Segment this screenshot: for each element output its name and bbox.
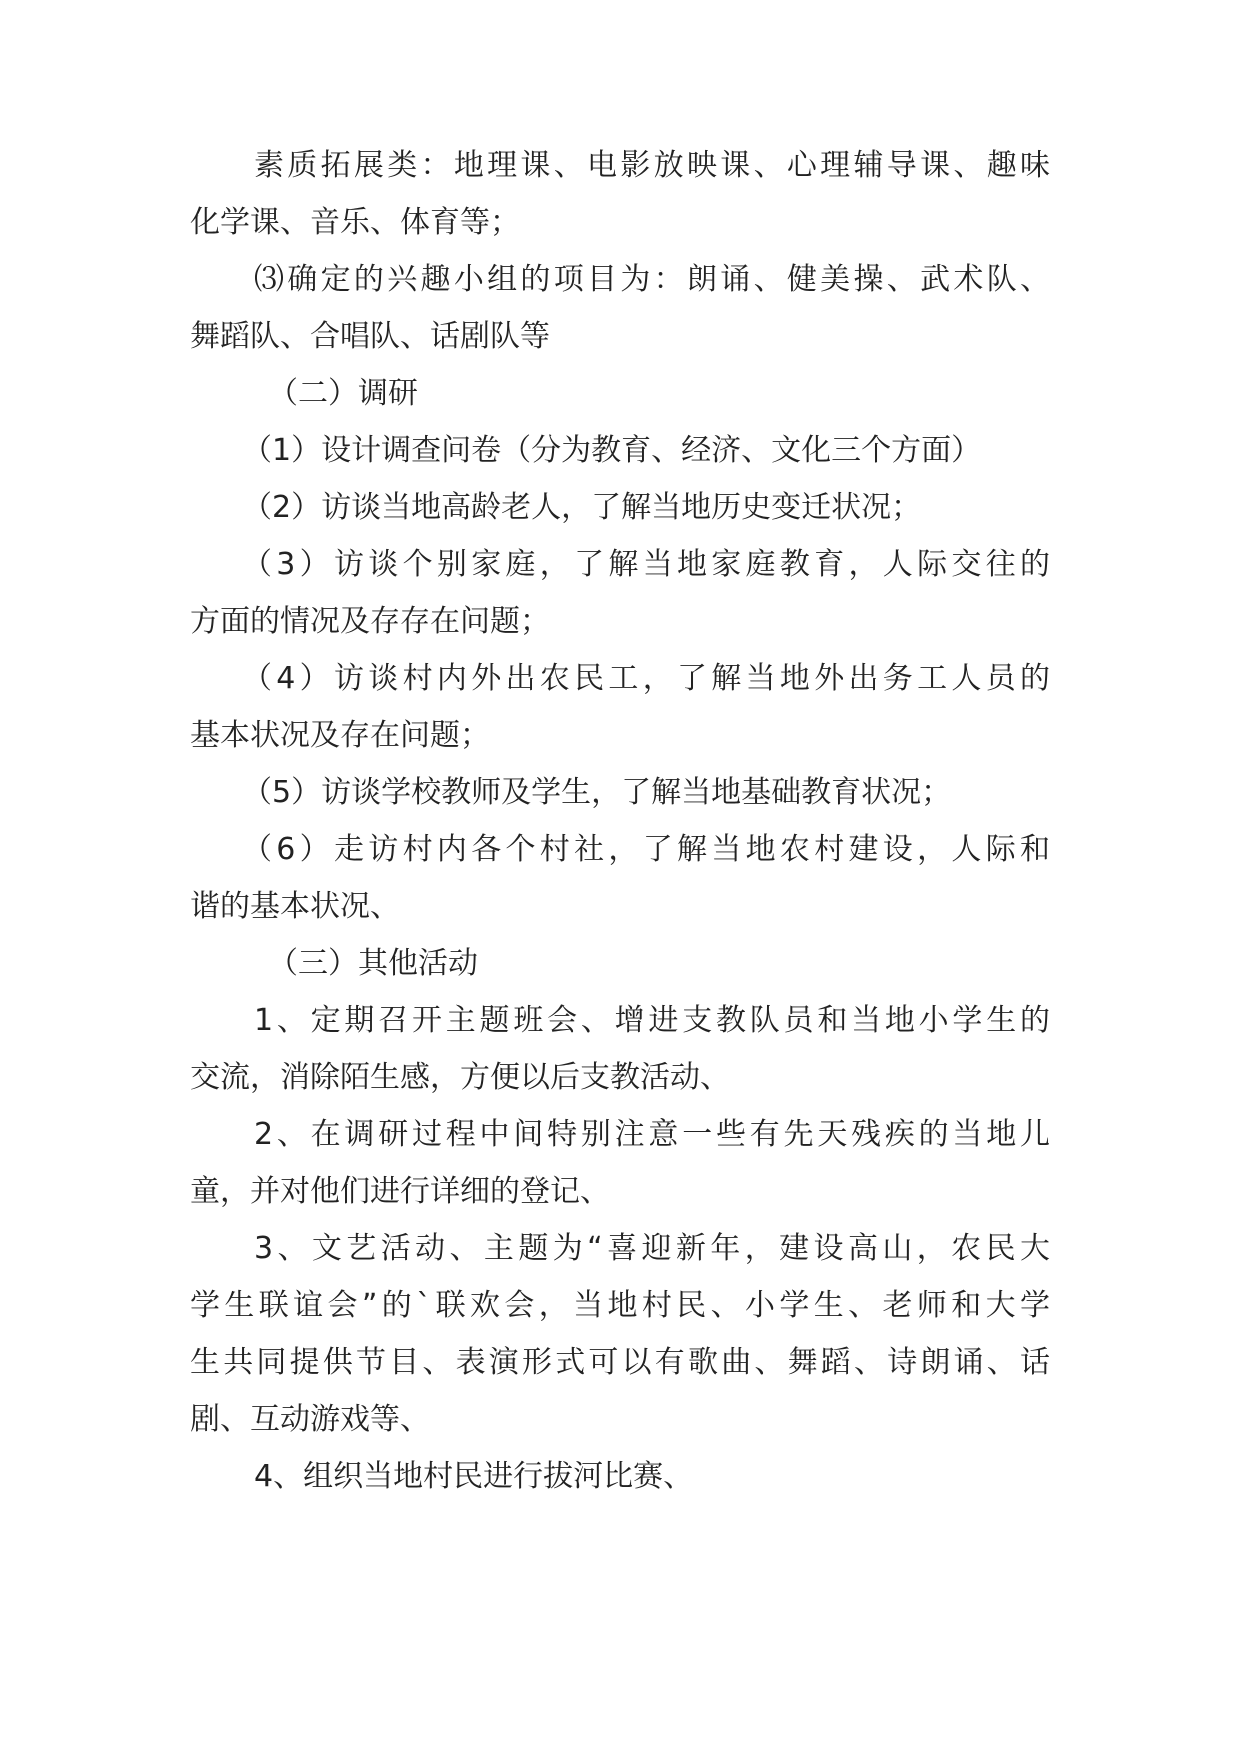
paragraph-line: 方面的情况及存存在问题；: [190, 604, 550, 639]
section-heading: （三）其他活动: [268, 946, 478, 981]
paragraph-line: 学生联谊会”的`联欢会，当地村民、小学生、老师和大学: [190, 1288, 1050, 1323]
paragraph-line: 舞蹈队、合唱队、话剧队等: [190, 319, 550, 354]
paragraph-line: （4）访谈村内外出农民工，了解当地外出务工人员的: [242, 661, 1050, 696]
paragraph-line: 1、定期召开主题班会、增进支教队员和当地小学生的: [254, 1003, 1050, 1038]
paragraph-line: （1）设计调查问卷（分为教育、经济、文化三个方面）: [242, 433, 982, 468]
paragraph-line: 基本状况及存在问题；: [190, 718, 490, 753]
paragraph-line: 化学课、音乐、体育等；: [190, 205, 520, 240]
paragraph-line: 交流，消除陌生感，方便以后支教活动、: [190, 1060, 730, 1095]
paragraph-line: （5）访谈学校教师及学生，了解当地基础教育状况；: [242, 775, 952, 810]
paragraph-line: 素质拓展类：地理课、电影放映课、心理辅导课、趣味: [254, 148, 1050, 183]
paragraph-line: 童，并对他们进行详细的登记、: [190, 1174, 610, 1209]
paragraph-line: 剧、互动游戏等、: [190, 1402, 430, 1437]
paragraph-line: 谐的基本状况、: [190, 889, 400, 924]
paragraph-line: （2）访谈当地高龄老人，了解当地历史变迁状况；: [242, 490, 922, 525]
paragraph-line: （6）走访村内各个村社，了解当地农村建设，人际和: [242, 832, 1050, 867]
paragraph-line: ⑶确定的兴趣小组的项目为：朗诵、健美操、武术队、: [254, 262, 1050, 297]
paragraph-line: 4、组织当地村民进行拔河比赛、: [254, 1459, 694, 1494]
paragraph-line: 2、在调研过程中间特别注意一些有先天残疾的当地儿: [254, 1117, 1050, 1152]
paragraph-line: 3、文艺活动、主题为“喜迎新年，建设高山，农民大: [254, 1231, 1050, 1266]
paragraph-line: （3）访谈个别家庭，了解当地家庭教育，人际交往的: [242, 547, 1050, 582]
section-heading: （二）调研: [268, 376, 418, 411]
paragraph-line: 生共同提供节目、表演形式可以有歌曲、舞蹈、诗朗诵、话: [190, 1345, 1050, 1380]
